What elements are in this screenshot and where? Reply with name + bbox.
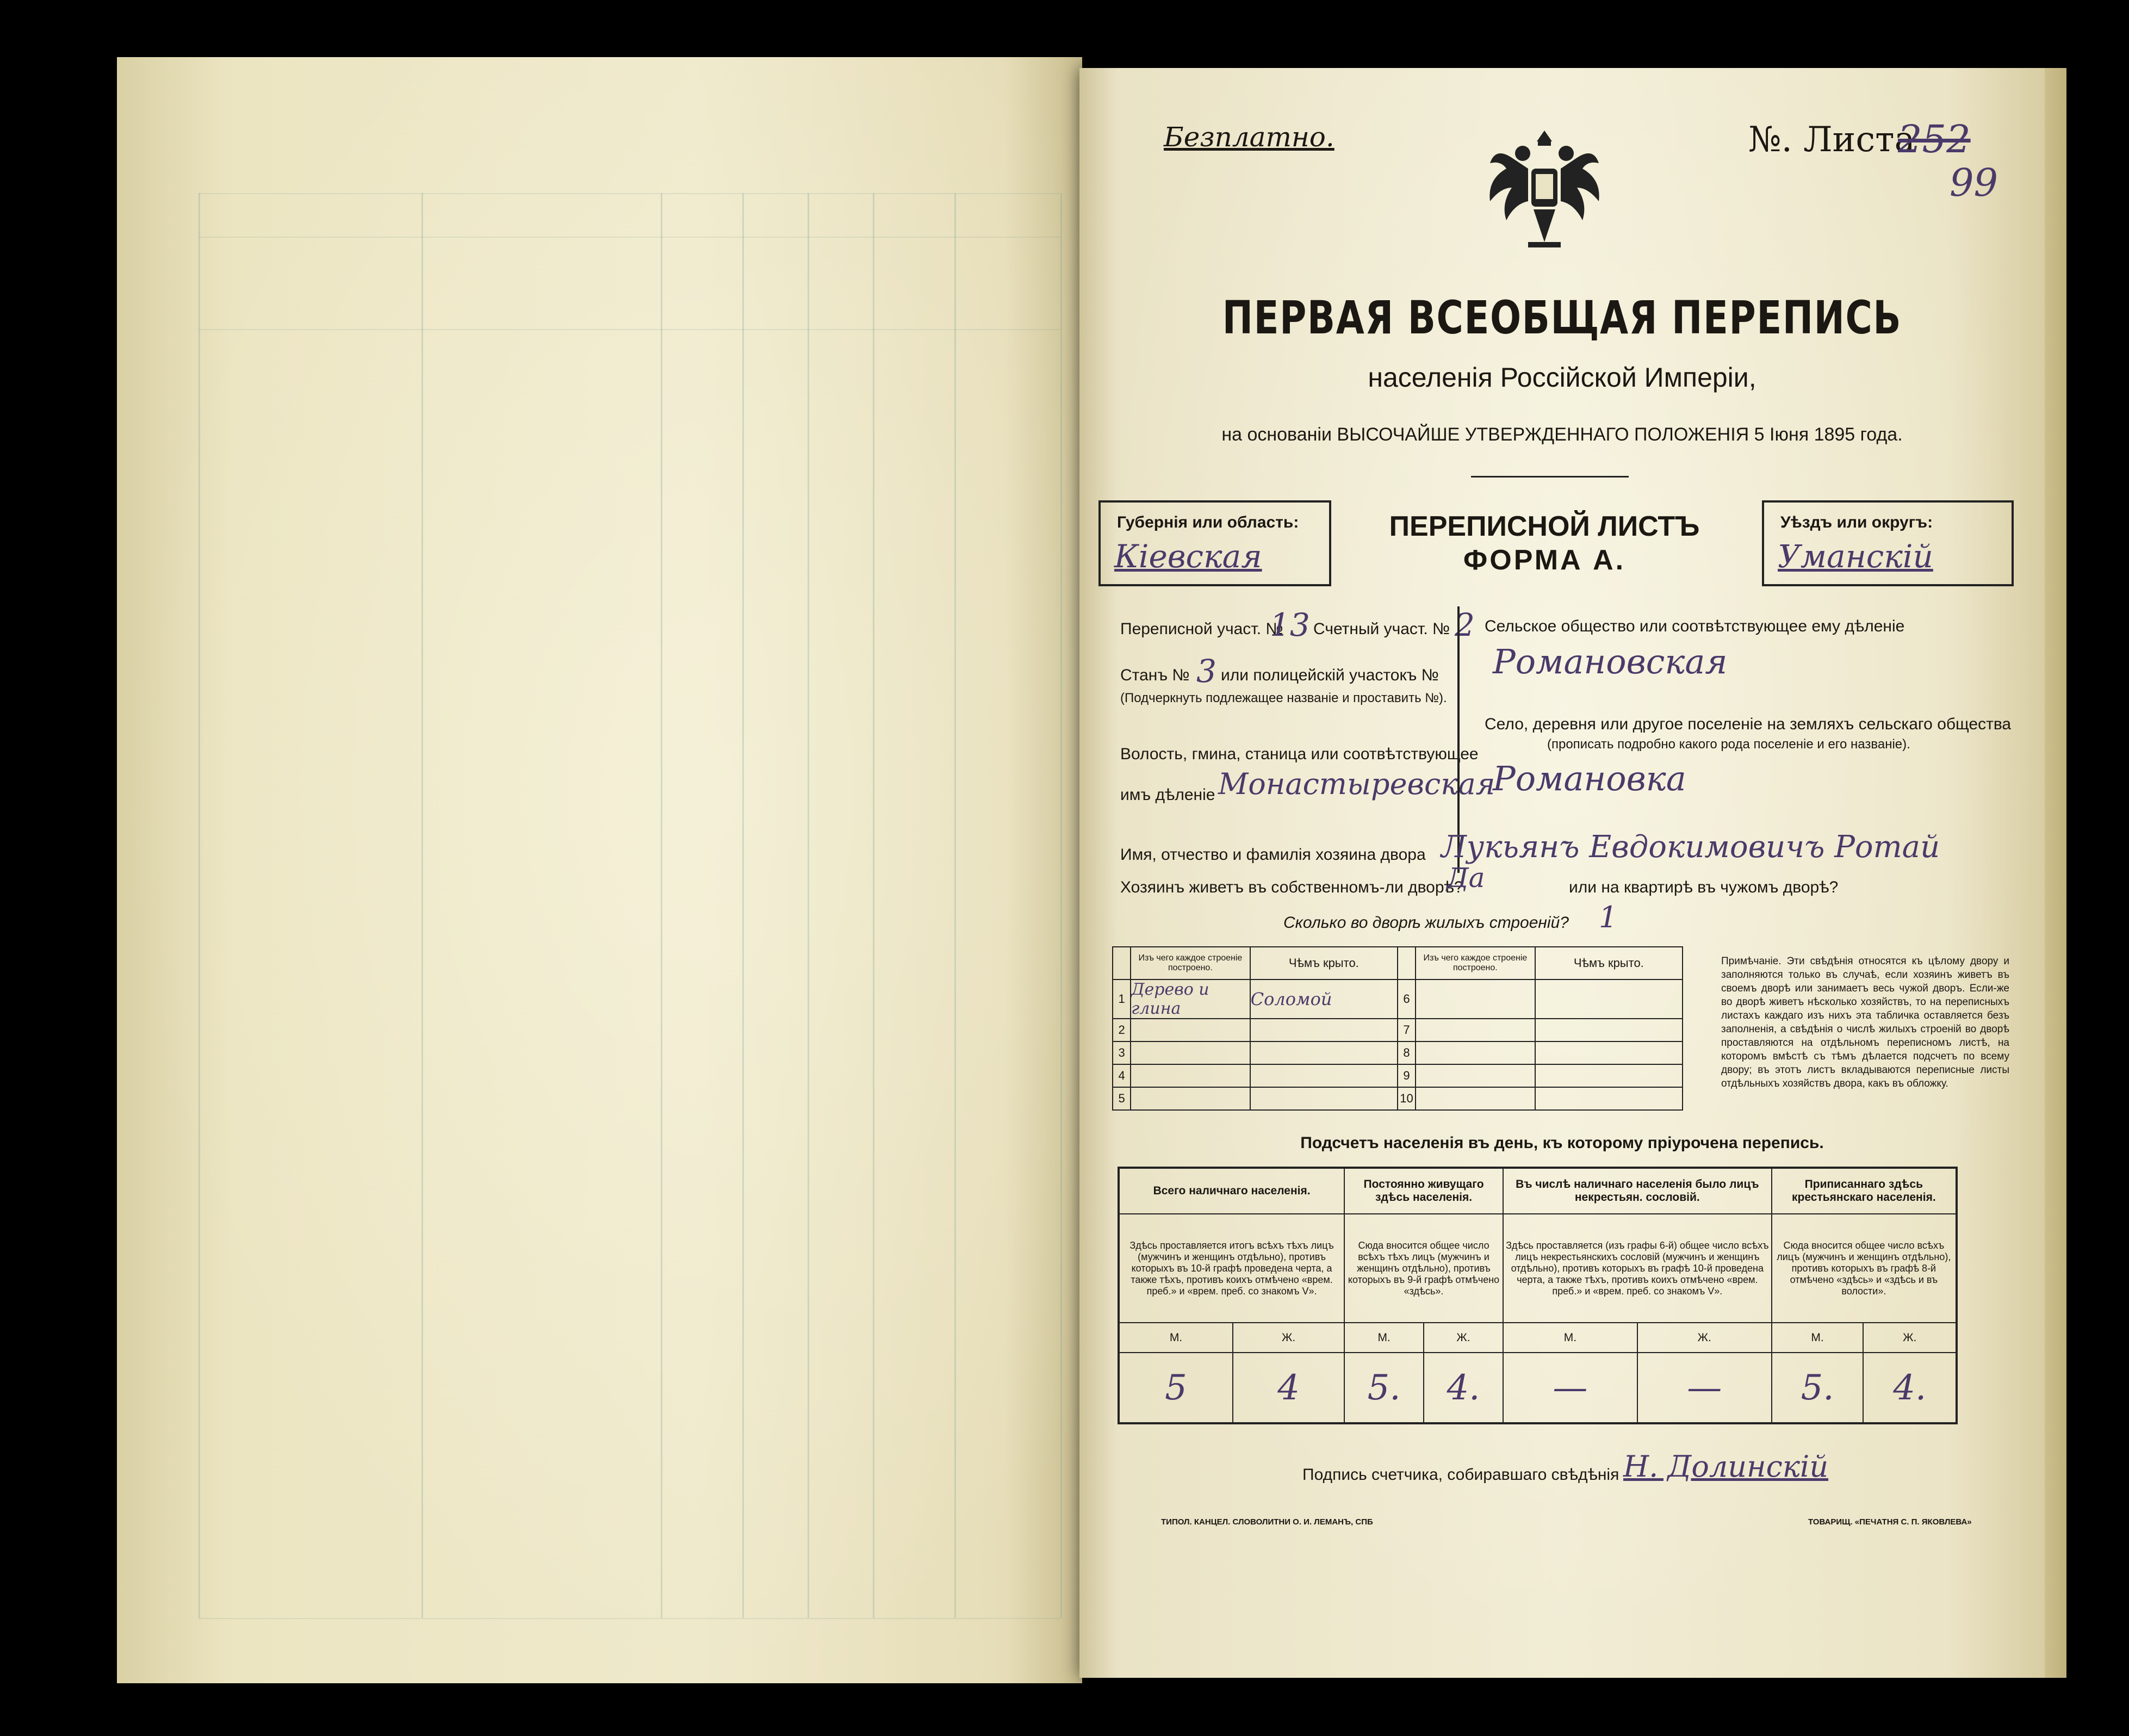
page-title: ПЕРВАЯ ВСЕОБЩАЯ ПЕРЕПИСЬ — [1222, 291, 1902, 344]
female-label: Ж. — [1424, 1323, 1503, 1353]
grid-line — [742, 193, 744, 1618]
registered-female-value: 4. — [1863, 1353, 1957, 1423]
roof-cell — [1535, 1064, 1683, 1087]
roof-cell — [1535, 1041, 1683, 1064]
grid-line — [808, 193, 809, 1618]
printer-imprint-right: ТОВАРИЩ. «ПЕЧАТНЯ С. П. ЯКОВЛЕВА» — [1808, 1517, 1972, 1527]
buildings-label: Сколько во дворѣ жилыхъ строеній? — [1283, 914, 1569, 932]
pop-header-total: Всего наличнаго населенія. — [1119, 1168, 1344, 1214]
header-cell — [1113, 947, 1131, 979]
guberniya-value: Кіевская — [1114, 538, 1262, 575]
row-number: 4 — [1113, 1064, 1131, 1087]
settlement-label: Село, деревня или другое поселеніе на земляхъ сельскаго общества — [1485, 715, 2012, 733]
pop-desc-registered: Сюда вносится общее число всѣхъ лицъ (мужчинъ и женщинъ отдѣльно), противъ которыхъ въ графѣ 8-й отмѣчено «здѣсь» и «здѣсь и въ волости». — [1772, 1214, 1957, 1323]
row-number: 2 — [1113, 1019, 1131, 1041]
grid-line — [198, 237, 1060, 238]
grid-line — [198, 193, 200, 1618]
double-headed-eagle-emblem — [1479, 120, 1610, 261]
village-society-label: Сельское общество или соотвѣтствующее ему дѣленіе — [1485, 617, 1905, 635]
male-label: М. — [1119, 1323, 1233, 1353]
grid-line — [954, 193, 956, 1618]
guberniya-box — [1098, 500, 1331, 586]
material-cell — [1131, 1064, 1250, 1087]
material-cell — [1131, 1019, 1250, 1041]
pop-desc-total: Здѣсь проставляется итогъ всѣхъ тѣхъ лицъ (мужчинъ и женщинъ отдѣльно), противъ которыхъ въ 10-й графѣ проведена черта, а также тѣхъ, противъ коихъ отмѣчено «врем. преб.» и «врем. преб. со знакомъ V». — [1119, 1214, 1344, 1323]
material-cell — [1131, 1041, 1250, 1064]
legal-basis: на основаніи ВЫСОЧАЙШЕ УТВЕРЖДЕННАГО ПОЛОЖЕНІЯ 5 Іюня 1895 года. — [1221, 424, 1903, 445]
roof-header: Чѣмъ крыто. — [1535, 947, 1683, 979]
material-cell — [1416, 979, 1535, 1019]
own-yard-value: Да — [1447, 862, 1485, 894]
material-cell — [1416, 1019, 1535, 1041]
settlement-note: (прописать подробно какого рода поселеніе и его названіе). — [1547, 737, 1910, 752]
female-label: Ж. — [1637, 1323, 1772, 1353]
page-subtitle: населенія Россійской Имперіи, — [1368, 362, 1756, 393]
female-label: Ж. — [1233, 1323, 1344, 1353]
stan-suffix: или полицейскій участокъ № — [1221, 666, 1439, 684]
census-district-value: 13 — [1270, 606, 1310, 643]
counting-district-label: Счетный участ. № — [1313, 620, 1450, 638]
pop-desc-permanent: Сюда вносится общее число всѣхъ тѣхъ лицъ (мужчинъ и женщинъ отдѣльно), противъ которыхъ въ 9-й графѣ отмѣчено «здѣсь». — [1344, 1214, 1503, 1323]
material-header: Изъ чего каждое строеніе построено. — [1131, 947, 1250, 979]
uezd-value: Уманскій — [1778, 538, 1933, 575]
row-number: 7 — [1398, 1019, 1416, 1041]
village-society-value: Романовская — [1493, 642, 1728, 681]
owner-label: Имя, отчество и фамилія хозяина двора — [1120, 846, 1426, 864]
printer-imprint-left: ТИПОЛ. КАНЦЕЛ. СЛОВОЛИТНИ О. И. ЛЕМАНЪ, СПБ — [1161, 1517, 1373, 1527]
signature-label: Подпись счетчика, собиравшаго свѣдѣнія — [1302, 1466, 1619, 1484]
guberniya-label: Губернія или область: — [1117, 513, 1299, 531]
grid-line — [661, 193, 662, 1618]
form-title-2: ФОРМА А. — [1463, 544, 1626, 576]
stan-value: 3 — [1196, 653, 1216, 690]
stan-label: Станъ № — [1120, 666, 1190, 684]
female-label: Ж. — [1863, 1323, 1957, 1353]
row-number: 9 — [1398, 1064, 1416, 1087]
grid-line — [198, 329, 1060, 330]
own-yard-label: Хозяинъ живетъ въ собственномъ-ли дворѣ? — [1120, 878, 1463, 896]
material-cell: Дерево и глина — [1131, 979, 1250, 1019]
total-female-value: 4 — [1233, 1353, 1344, 1423]
roof-cell — [1250, 1064, 1398, 1087]
sheet-number-value: 252 — [1898, 117, 1971, 162]
row-number: 8 — [1398, 1041, 1416, 1064]
census-form-page — [1079, 68, 2045, 1678]
male-label: М. — [1772, 1323, 1864, 1353]
census-district-label: Переписной участ. № — [1120, 620, 1283, 638]
non-peasant-female-value: — — [1637, 1353, 1772, 1423]
roof-cell — [1250, 1041, 1398, 1064]
pop-header-non-peasant: Въ числѣ наличнаго населенія было лицъ некрестьян. сословій. — [1503, 1168, 1772, 1214]
row-number: 6 — [1398, 979, 1416, 1019]
uezd-box — [1762, 500, 2014, 586]
male-label: М. — [1503, 1323, 1637, 1353]
population-table — [1118, 1167, 1958, 1424]
material-cell — [1416, 1064, 1535, 1087]
grid-line — [198, 193, 1060, 194]
left-page-blank — [117, 57, 1082, 1683]
sheet-number-label: №. Листа — [1748, 120, 1915, 160]
grid-line — [873, 193, 874, 1618]
sheet-number-extra: 99 — [1950, 160, 1998, 205]
page-edge — [2045, 68, 2066, 1678]
roof-cell: Соломой — [1250, 979, 1398, 1019]
uezd-label: Уѣздъ или округъ: — [1780, 513, 1933, 531]
row-number: 1 — [1113, 979, 1131, 1019]
form-title-box — [1330, 500, 1759, 582]
header-cell — [1398, 947, 1416, 979]
permanent-male-value: 5. — [1344, 1353, 1424, 1423]
roof-cell — [1535, 1087, 1683, 1110]
material-cell — [1416, 1041, 1535, 1064]
roof-header: Чѣмъ крыто. — [1250, 947, 1398, 979]
pop-desc-non-peasant: Здѣсь проставляется (изъ графы 6-й) общее число всѣхъ лицъ некрестьянскихъ сословій (мужчинъ и женщинъ отдѣльно), противъ которыхъ въ графѣ 10-й проведена черта, а также тѣхъ, противъ коихъ отмѣчено «врем. преб.» и «врем. преб. со знакомъ V». — [1503, 1214, 1772, 1323]
pop-header-permanent: Постоянно живущаго здѣсь населенія. — [1344, 1168, 1503, 1214]
row-number: 5 — [1113, 1087, 1131, 1110]
row-number: 3 — [1113, 1041, 1131, 1064]
buildings-table — [1112, 946, 1683, 1111]
counting-district-value: 2 — [1455, 606, 1475, 643]
volost-value: Монастыревская — [1218, 767, 1495, 801]
roof-cell — [1250, 1087, 1398, 1110]
rented-label: или на квартирѣ въ чужомъ дворѣ? — [1569, 878, 1839, 896]
population-title: Подсчетъ населенія въ день, къ которому пріурочена перепись. — [1300, 1134, 1824, 1152]
material-cell — [1416, 1087, 1535, 1110]
buildings-value: 1 — [1599, 900, 1618, 934]
permanent-female-value: 4. — [1424, 1353, 1503, 1423]
volost-label: Волость, гмина, станица или соотвѣтствующее — [1120, 745, 1479, 763]
form-title-1: ПЕРЕПИСНОЙ ЛИСТЪ — [1389, 511, 1700, 542]
buildings-note: Примѣчаніе. Эти свѣдѣнія относятся къ цѣлому двору и заполняются только въ случаѣ, если хозяинъ живетъ въ своемъ дворѣ или занимаетъ весь чужой дворъ. Если-же во дворѣ живетъ нѣсколько хозяйствъ, то на переписныхъ листахъ каждаго изъ нихъ эта табличка оставляется безъ заполненія, а свѣдѣнія о числѣ жилыхъ строеній во дворѣ проставляются на отдѣльномъ переписномъ листѣ, на которомъ вмѣстѣ съ тѣмъ дѣлается подсчетъ по всему двору; въ этотъ листъ вкладываются переписные листы отдѣльныхъ хозяйствъ двора, какъ въ обложку. — [1721, 956, 2009, 1089]
ornament-divider — [1471, 476, 1629, 478]
settlement-value: Романовка — [1493, 759, 1686, 798]
roof-cell — [1250, 1019, 1398, 1041]
grid-line — [421, 193, 423, 1618]
non-peasant-male-value: — — [1503, 1353, 1637, 1423]
male-label: М. — [1344, 1323, 1424, 1353]
owner-value: Лукьянъ Евдокимовичъ Ротай — [1441, 829, 1940, 865]
grid-line — [198, 1618, 1060, 1619]
total-male-value: 5 — [1119, 1353, 1233, 1423]
material-cell — [1131, 1087, 1250, 1110]
signature-value: Н. Долинскій — [1623, 1449, 1829, 1484]
row-number: 10 — [1398, 1087, 1416, 1110]
registered-male-value: 5. — [1772, 1353, 1864, 1423]
roof-cell — [1535, 1019, 1683, 1041]
grid-line — [1060, 193, 1062, 1618]
pop-header-registered: Приписаннаго здѣсь крестьянскаго населенія. — [1772, 1168, 1957, 1214]
material-header: Изъ чего каждое строеніе построено. — [1416, 947, 1535, 979]
volost-label-2: имъ дѣленіе — [1120, 786, 1215, 804]
stan-note: (Подчеркнуть подлежащее названіе и проставить №). — [1120, 691, 1447, 705]
roof-cell — [1535, 979, 1683, 1019]
free-label: Безплатно. — [1164, 121, 1334, 153]
